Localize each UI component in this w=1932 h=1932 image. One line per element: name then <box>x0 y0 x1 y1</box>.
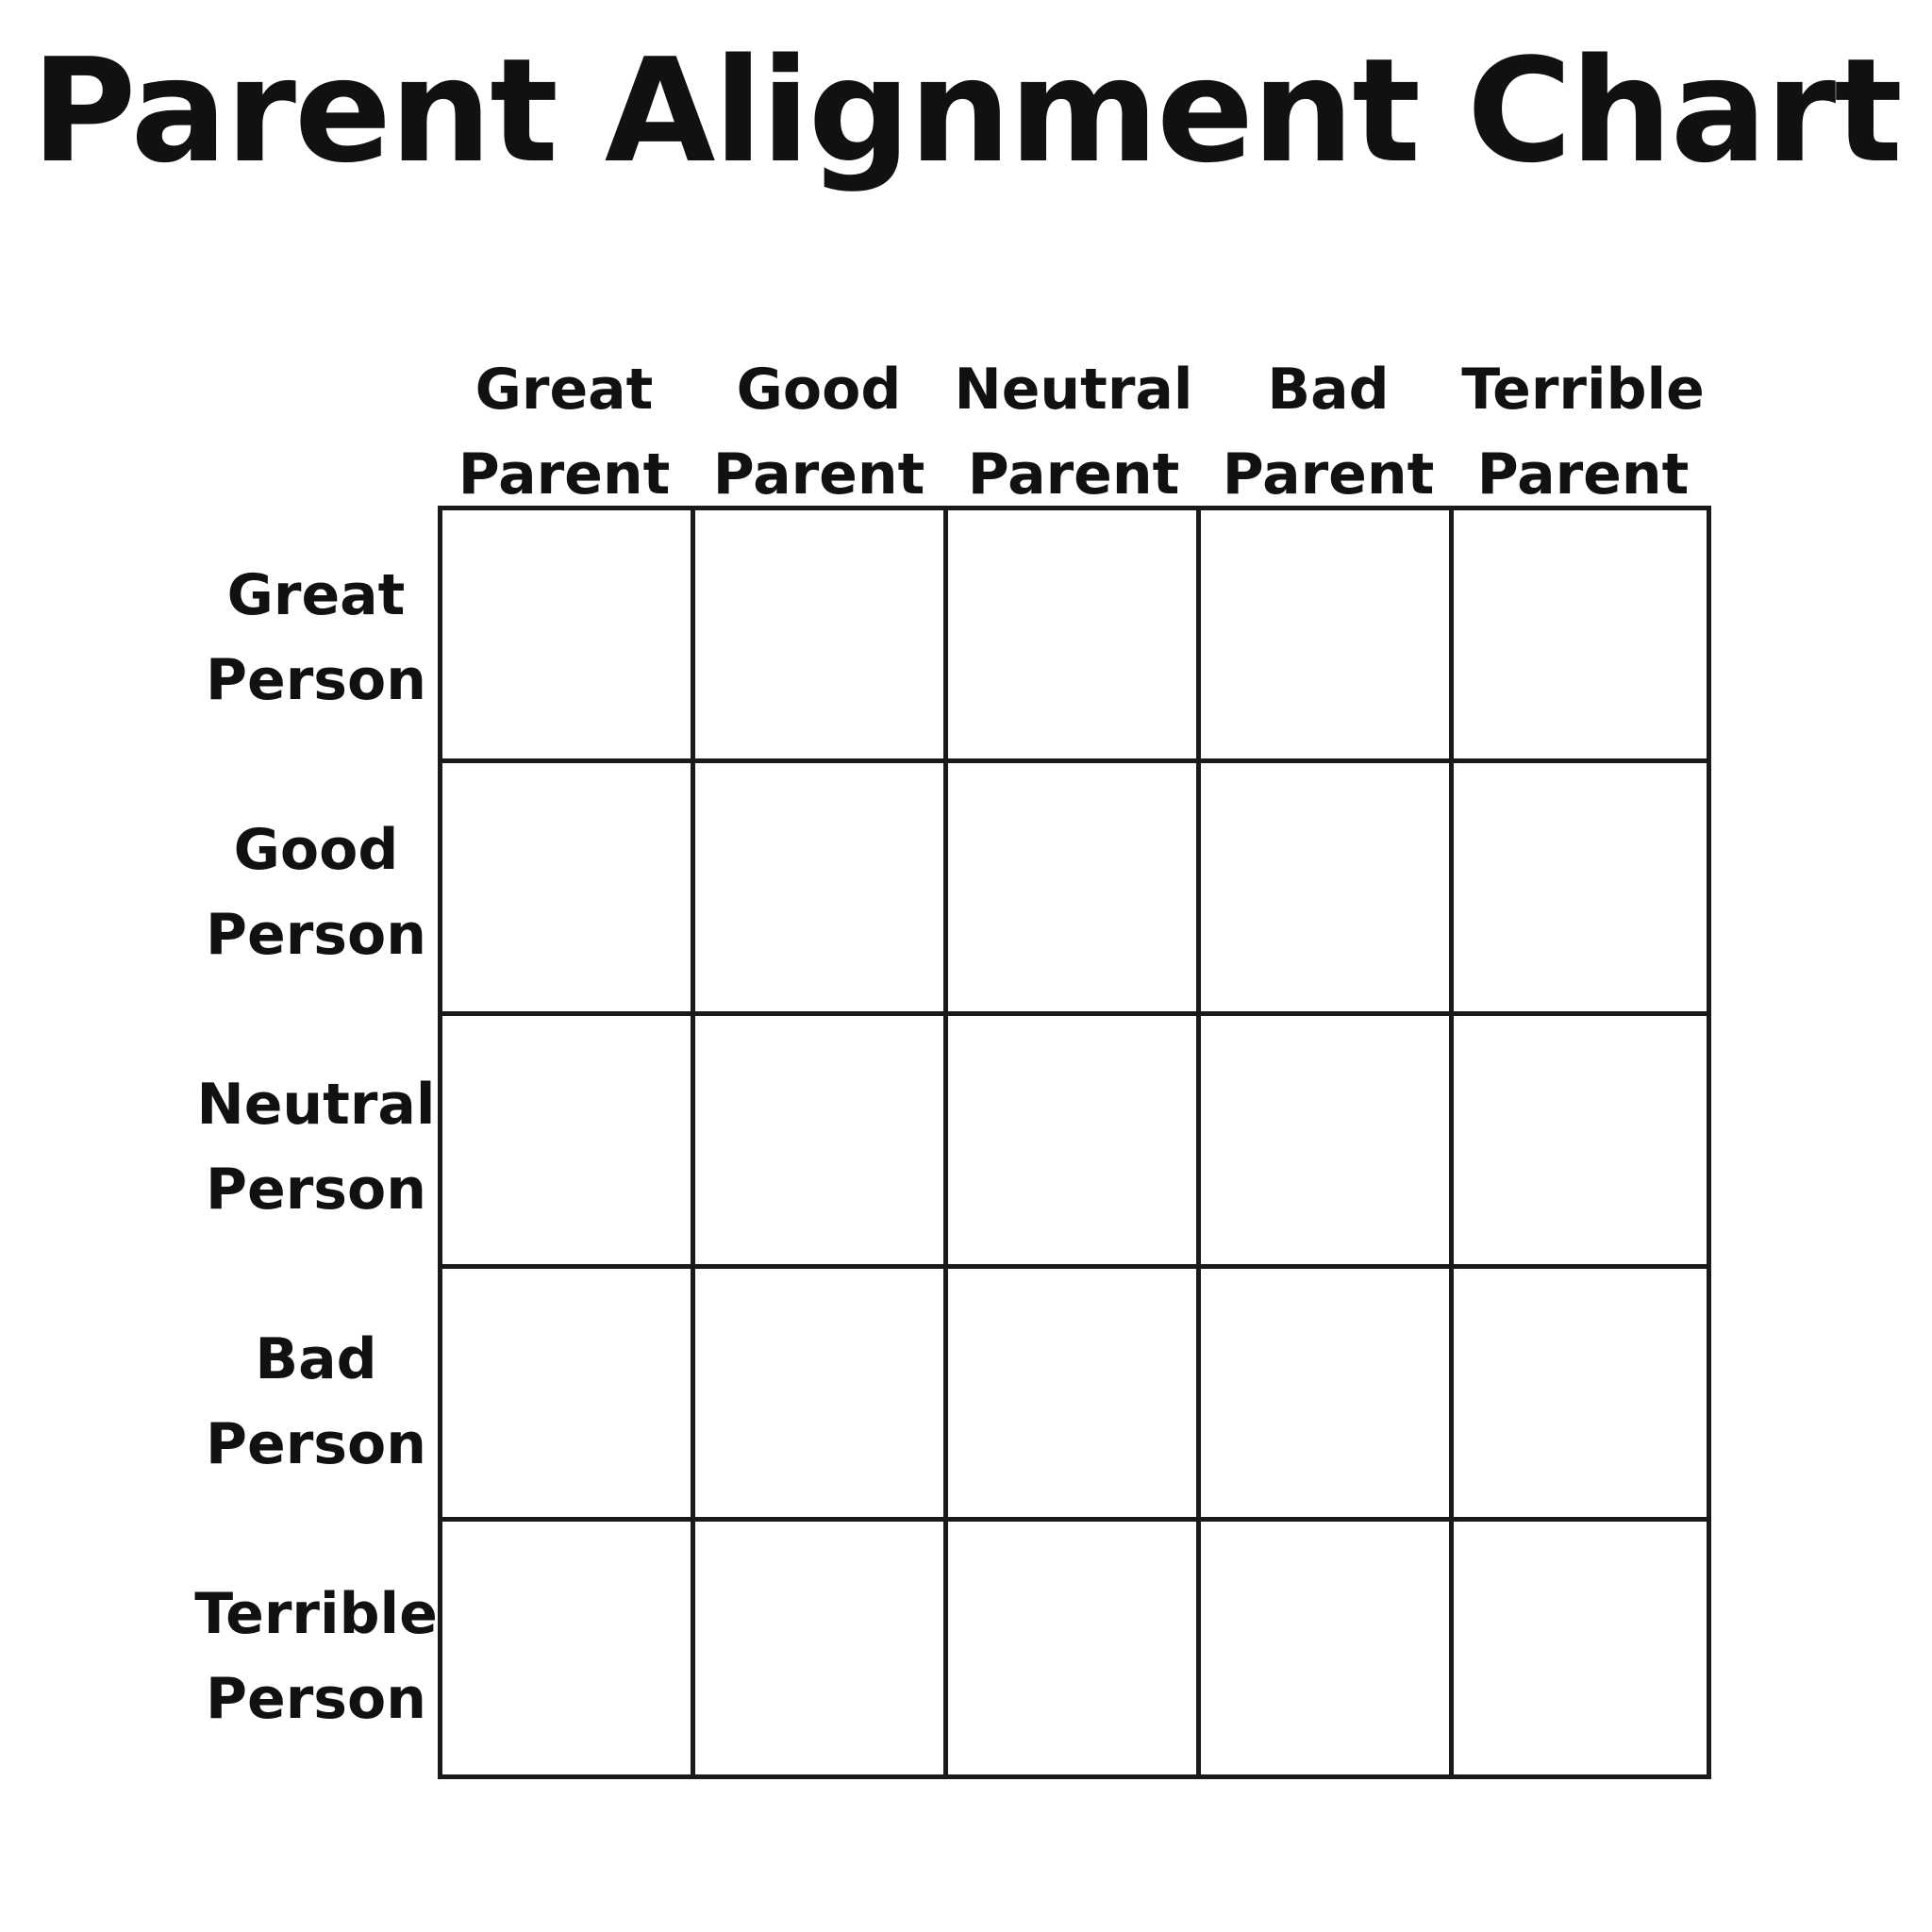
column-header-line2: Parent <box>1476 441 1690 508</box>
column-header-line2: Parent <box>712 441 925 508</box>
grid-cell-neutral-person-terrible-parent[interactable] <box>1454 1016 1707 1269</box>
grid-cell-terrible-person-neutral-parent[interactable] <box>948 1522 1201 1774</box>
grid-cell-neutral-person-bad-parent[interactable] <box>1201 1016 1454 1269</box>
row-header-line1: Great <box>226 562 406 628</box>
grid-cell-good-person-neutral-parent[interactable] <box>948 763 1201 1016</box>
grid-cell-great-person-great-parent[interactable] <box>442 510 695 763</box>
column-header-neutral-parent <box>947 347 1200 517</box>
grid-cell-bad-person-great-parent[interactable] <box>442 1269 695 1522</box>
grid-cell-terrible-person-great-parent[interactable] <box>442 1522 695 1774</box>
row-header-line1: Neutral <box>196 1072 436 1138</box>
row-header-neutral-person <box>189 1062 443 1232</box>
grid-cell-bad-person-good-parent[interactable] <box>695 1269 948 1522</box>
grid-cell-terrible-person-terrible-parent[interactable] <box>1454 1522 1707 1774</box>
grid-cell-terrible-person-bad-parent[interactable] <box>1201 1522 1454 1774</box>
column-header-line1: Terrible <box>1461 357 1705 423</box>
row-header-line2: Person <box>206 902 426 968</box>
row-header-bad-person <box>189 1317 443 1487</box>
grid-cell-great-person-good-parent[interactable] <box>695 510 948 763</box>
grid-cell-good-person-terrible-parent[interactable] <box>1454 763 1707 1016</box>
grid-cell-bad-person-bad-parent[interactable] <box>1201 1269 1454 1522</box>
column-header-line2: Parent <box>458 441 671 508</box>
grid-cell-bad-person-neutral-parent[interactable] <box>948 1269 1201 1522</box>
column-header-line1: Good <box>736 357 902 423</box>
grid-cell-good-person-bad-parent[interactable] <box>1201 763 1454 1016</box>
row-header-good-person <box>189 808 443 977</box>
column-header-great-parent <box>438 347 691 517</box>
grid-cell-neutral-person-great-parent[interactable] <box>442 1016 695 1269</box>
row-header-line2: Person <box>206 1157 426 1223</box>
grid-cell-great-person-neutral-parent[interactable] <box>948 510 1201 763</box>
grid-cell-good-person-good-parent[interactable] <box>695 763 948 1016</box>
column-header-line1: Neutral <box>954 357 1193 423</box>
row-header-line2: Person <box>206 1666 426 1732</box>
grid-cell-good-person-great-parent[interactable] <box>442 763 695 1016</box>
grid-cell-neutral-person-good-parent[interactable] <box>695 1016 948 1269</box>
chart-title: Parent Alignment Chart <box>31 27 1901 194</box>
row-header-terrible-person <box>189 1572 443 1741</box>
grid-cell-neutral-person-neutral-parent[interactable] <box>948 1016 1201 1269</box>
column-header-line2: Parent <box>1222 441 1435 508</box>
column-header-line1: Great <box>475 357 654 423</box>
row-header-line1: Bad <box>255 1326 377 1392</box>
column-header-line2: Parent <box>967 441 1180 508</box>
grid-cell-great-person-terrible-parent[interactable] <box>1454 510 1707 763</box>
row-header-great-person <box>189 553 443 723</box>
column-header-terrible-parent <box>1457 347 1709 517</box>
row-header-line1: Terrible <box>194 1581 438 1647</box>
alignment-grid <box>438 506 1711 1779</box>
row-header-line2: Person <box>206 1411 426 1477</box>
row-header-line1: Good <box>233 817 399 883</box>
column-header-good-parent <box>692 347 945 517</box>
grid-cell-bad-person-terrible-parent[interactable] <box>1454 1269 1707 1522</box>
row-header-line2: Person <box>206 647 426 713</box>
grid-cell-great-person-bad-parent[interactable] <box>1201 510 1454 763</box>
grid-cell-terrible-person-good-parent[interactable] <box>695 1522 948 1774</box>
column-header-bad-parent <box>1202 347 1455 517</box>
column-header-line1: Bad <box>1267 357 1390 423</box>
